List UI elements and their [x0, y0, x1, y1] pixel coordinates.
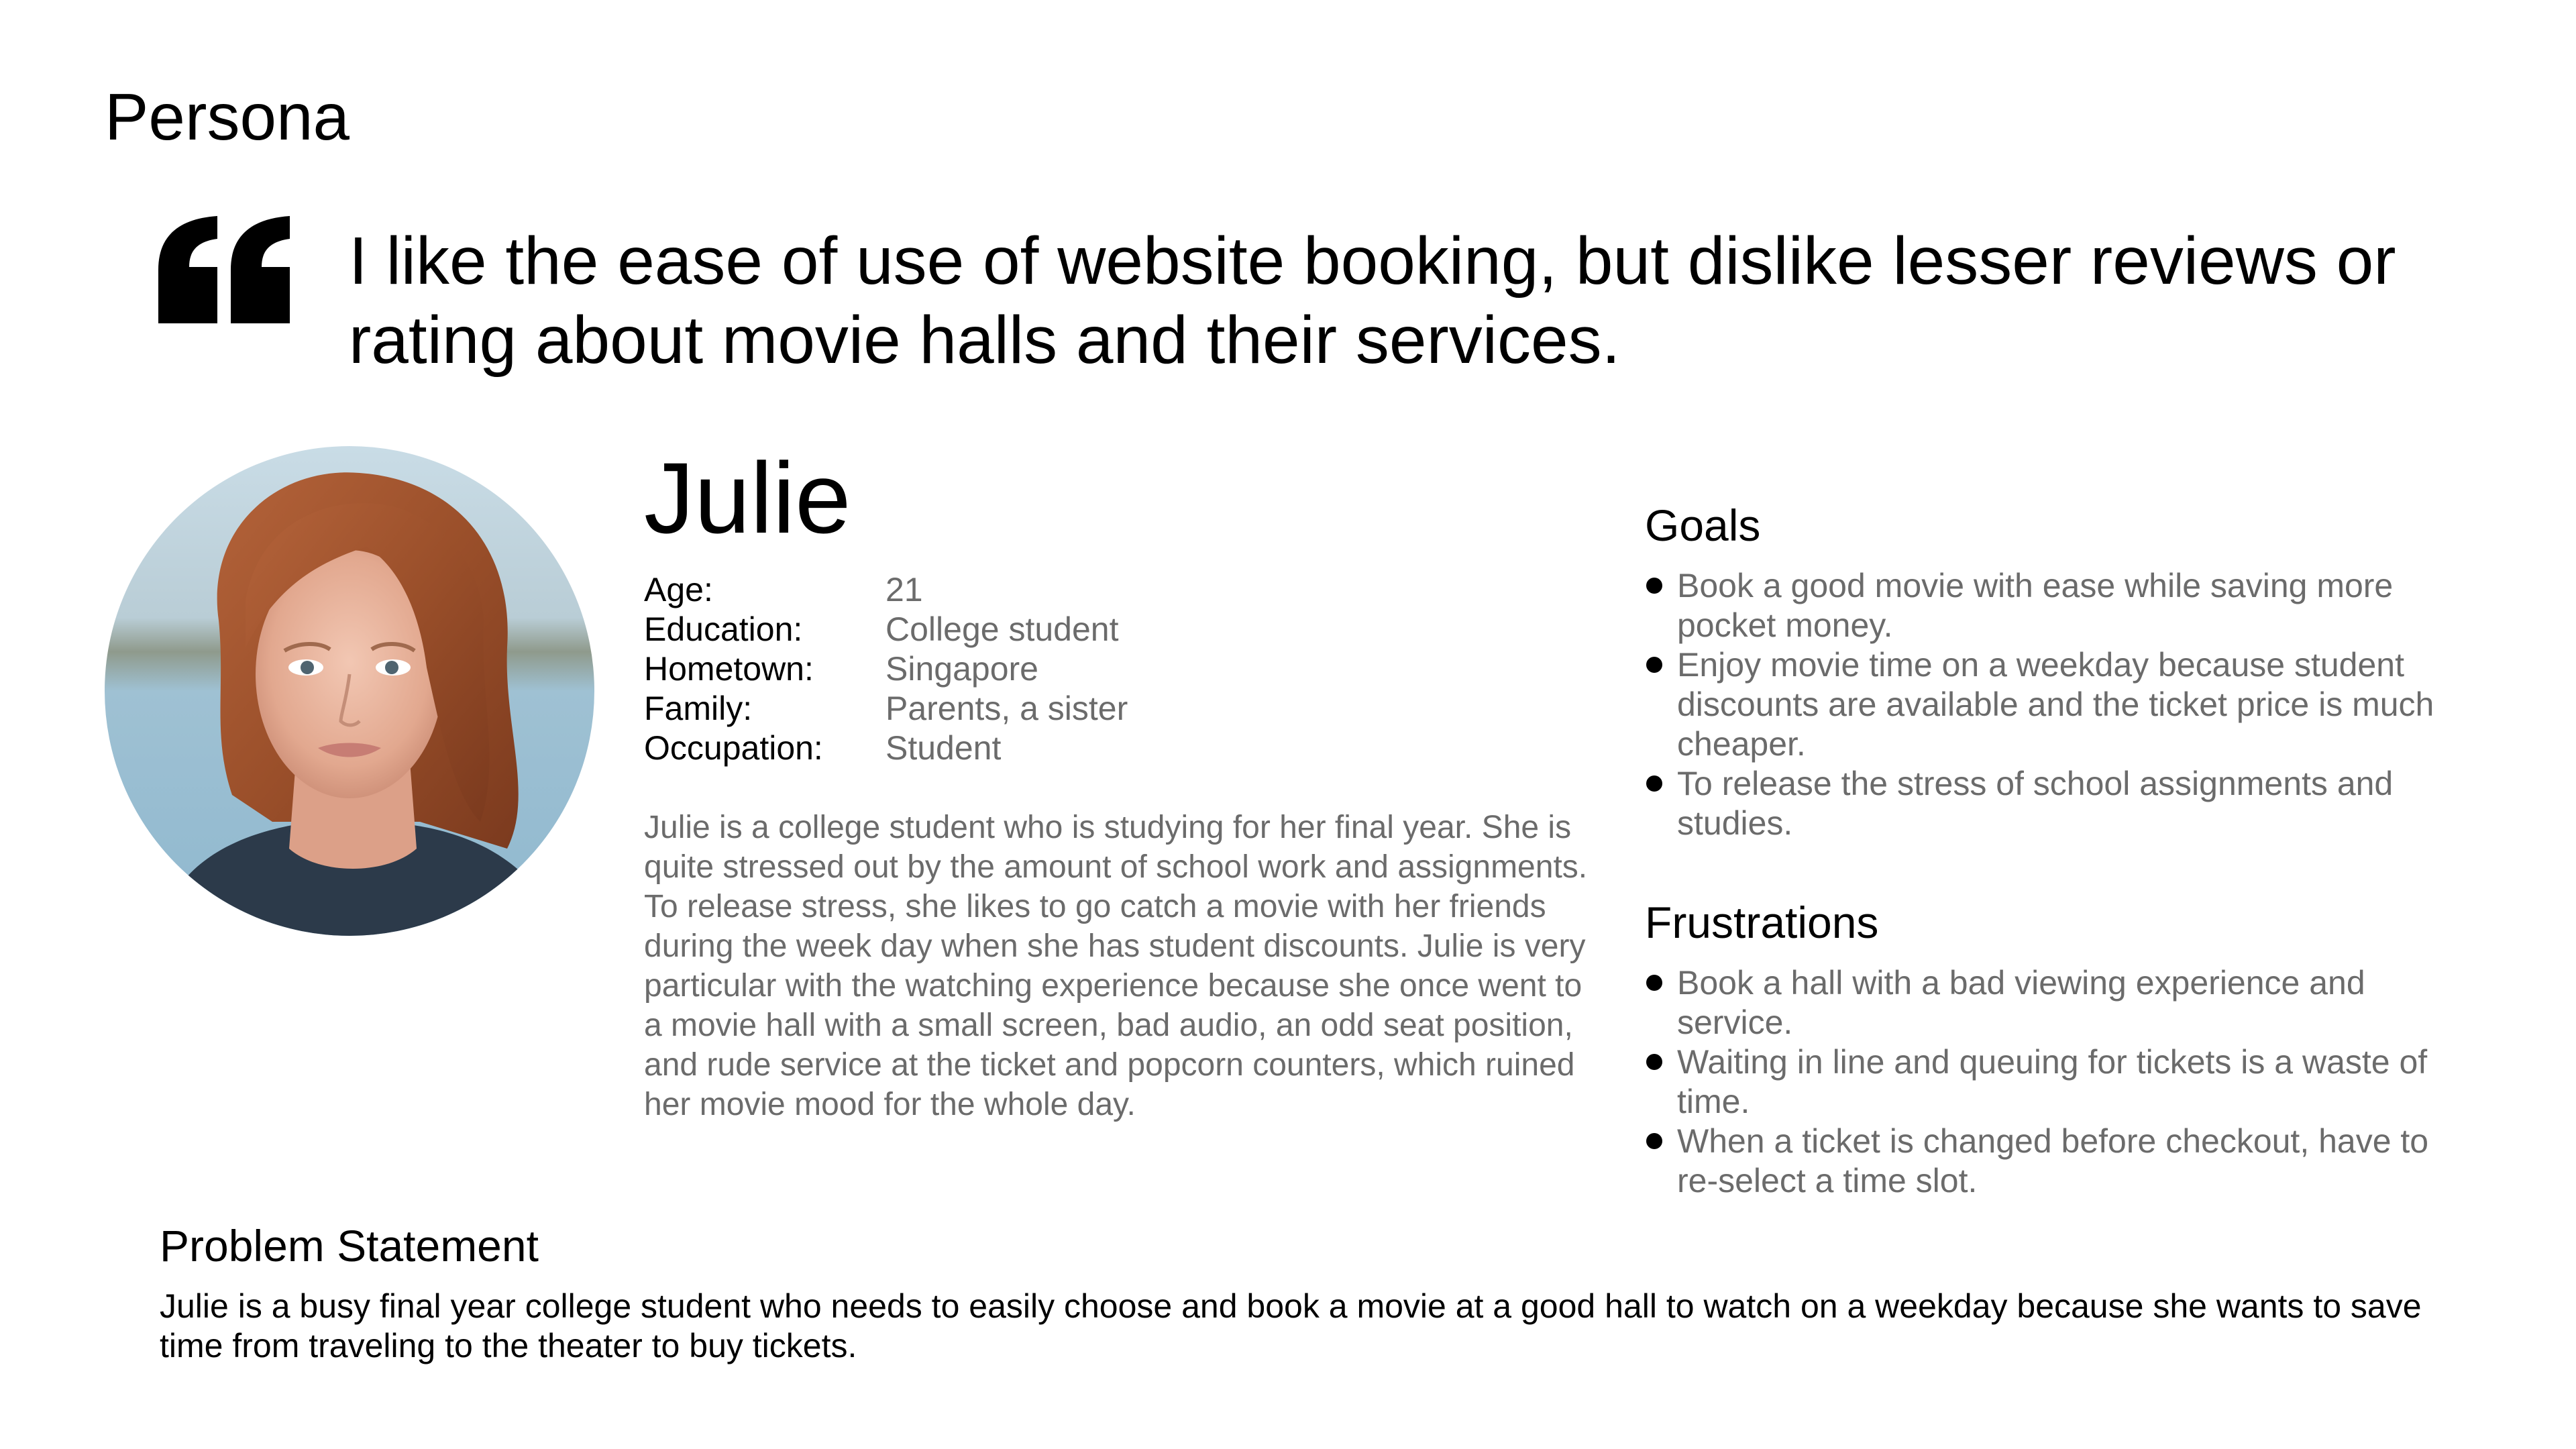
goals-list — [1645, 566, 2450, 843]
list-item — [1645, 1122, 2450, 1201]
list-item — [1645, 645, 2450, 764]
problem-statement-text: Julie is a busy final year college student who needs to easily choose and book a movie at a good hall to watch on a weekday because she wants to save time from traveling to the theater to buy tickets. — [160, 1287, 2422, 1364]
frustration-text: Waiting in line and queuing for tickets is a waste of time. — [1677, 1043, 2428, 1120]
portrait-photo — [105, 446, 594, 936]
bullet-icon — [1646, 775, 1662, 792]
fact-row-family — [644, 689, 1128, 729]
bullet-icon — [1646, 1054, 1662, 1070]
bullet-icon — [1646, 975, 1662, 991]
fact-label: Family: — [644, 690, 753, 727]
fact-row-education — [644, 610, 1128, 649]
bullet-icon — [1646, 657, 1662, 673]
persona-name: Julie — [644, 441, 851, 554]
fact-label: Education: — [644, 610, 803, 648]
quote-mark-icon — [158, 216, 292, 337]
fact-row-occupation — [644, 729, 1128, 768]
frustration-text: Book a hall with a bad viewing experience and service. — [1677, 964, 2365, 1041]
persona-bio: Julie is a college student who is studying for her final year. She is quite stressed out by the amount of school work and assignments. To release stress, she likes to go catch a movie with her friends during the week day when she has student discounts. Julie is very particular with the watching experience because she once went to a movie hall with a small screen, bad audio, an odd seat position, and rude service at the ticket and popcorn counters, which ruined her movie mood for the whole day. — [644, 810, 1588, 1122]
fact-row-age — [644, 570, 1128, 610]
page-title: Persona — [105, 80, 350, 154]
fact-value: Singapore — [885, 650, 1038, 688]
goal-text: To release the stress of school assignments and studies. — [1677, 765, 2394, 842]
list-item — [1645, 764, 2450, 843]
frustrations-heading: Frustrations — [1645, 898, 1879, 947]
list-item — [1645, 1042, 2450, 1122]
fact-label: Age: — [644, 571, 713, 608]
problem-statement-heading: Problem Statement — [160, 1221, 539, 1271]
persona-facts — [644, 570, 1128, 768]
frustration-text: When a ticket is changed before checkout, have to re-select a time slot. — [1677, 1122, 2429, 1199]
bullet-icon — [1646, 578, 1662, 594]
bullet-icon — [1646, 1133, 1662, 1149]
list-item — [1645, 963, 2450, 1042]
fact-label: Hometown: — [644, 650, 814, 688]
fact-value: Student — [885, 729, 1002, 767]
goal-text: Enjoy movie time on a weekday because student discounts are available and the ticket price is much cheaper. — [1677, 646, 2434, 763]
fact-value: College student — [885, 610, 1119, 648]
fact-value: Parents, a sister — [885, 690, 1128, 727]
list-item — [1645, 566, 2450, 645]
fact-label: Occupation: — [644, 729, 823, 767]
goal-text: Book a good movie with ease while saving more pocket money. — [1677, 567, 2394, 644]
fact-row-hometown — [644, 649, 1128, 689]
persona-quote: I like the ease of use of website booking, but dislike lesser reviews or rating about movie halls and their services. — [349, 223, 2396, 378]
goals-heading: Goals — [1645, 500, 1761, 550]
frustrations-list — [1645, 963, 2450, 1201]
fact-value: 21 — [885, 571, 923, 608]
